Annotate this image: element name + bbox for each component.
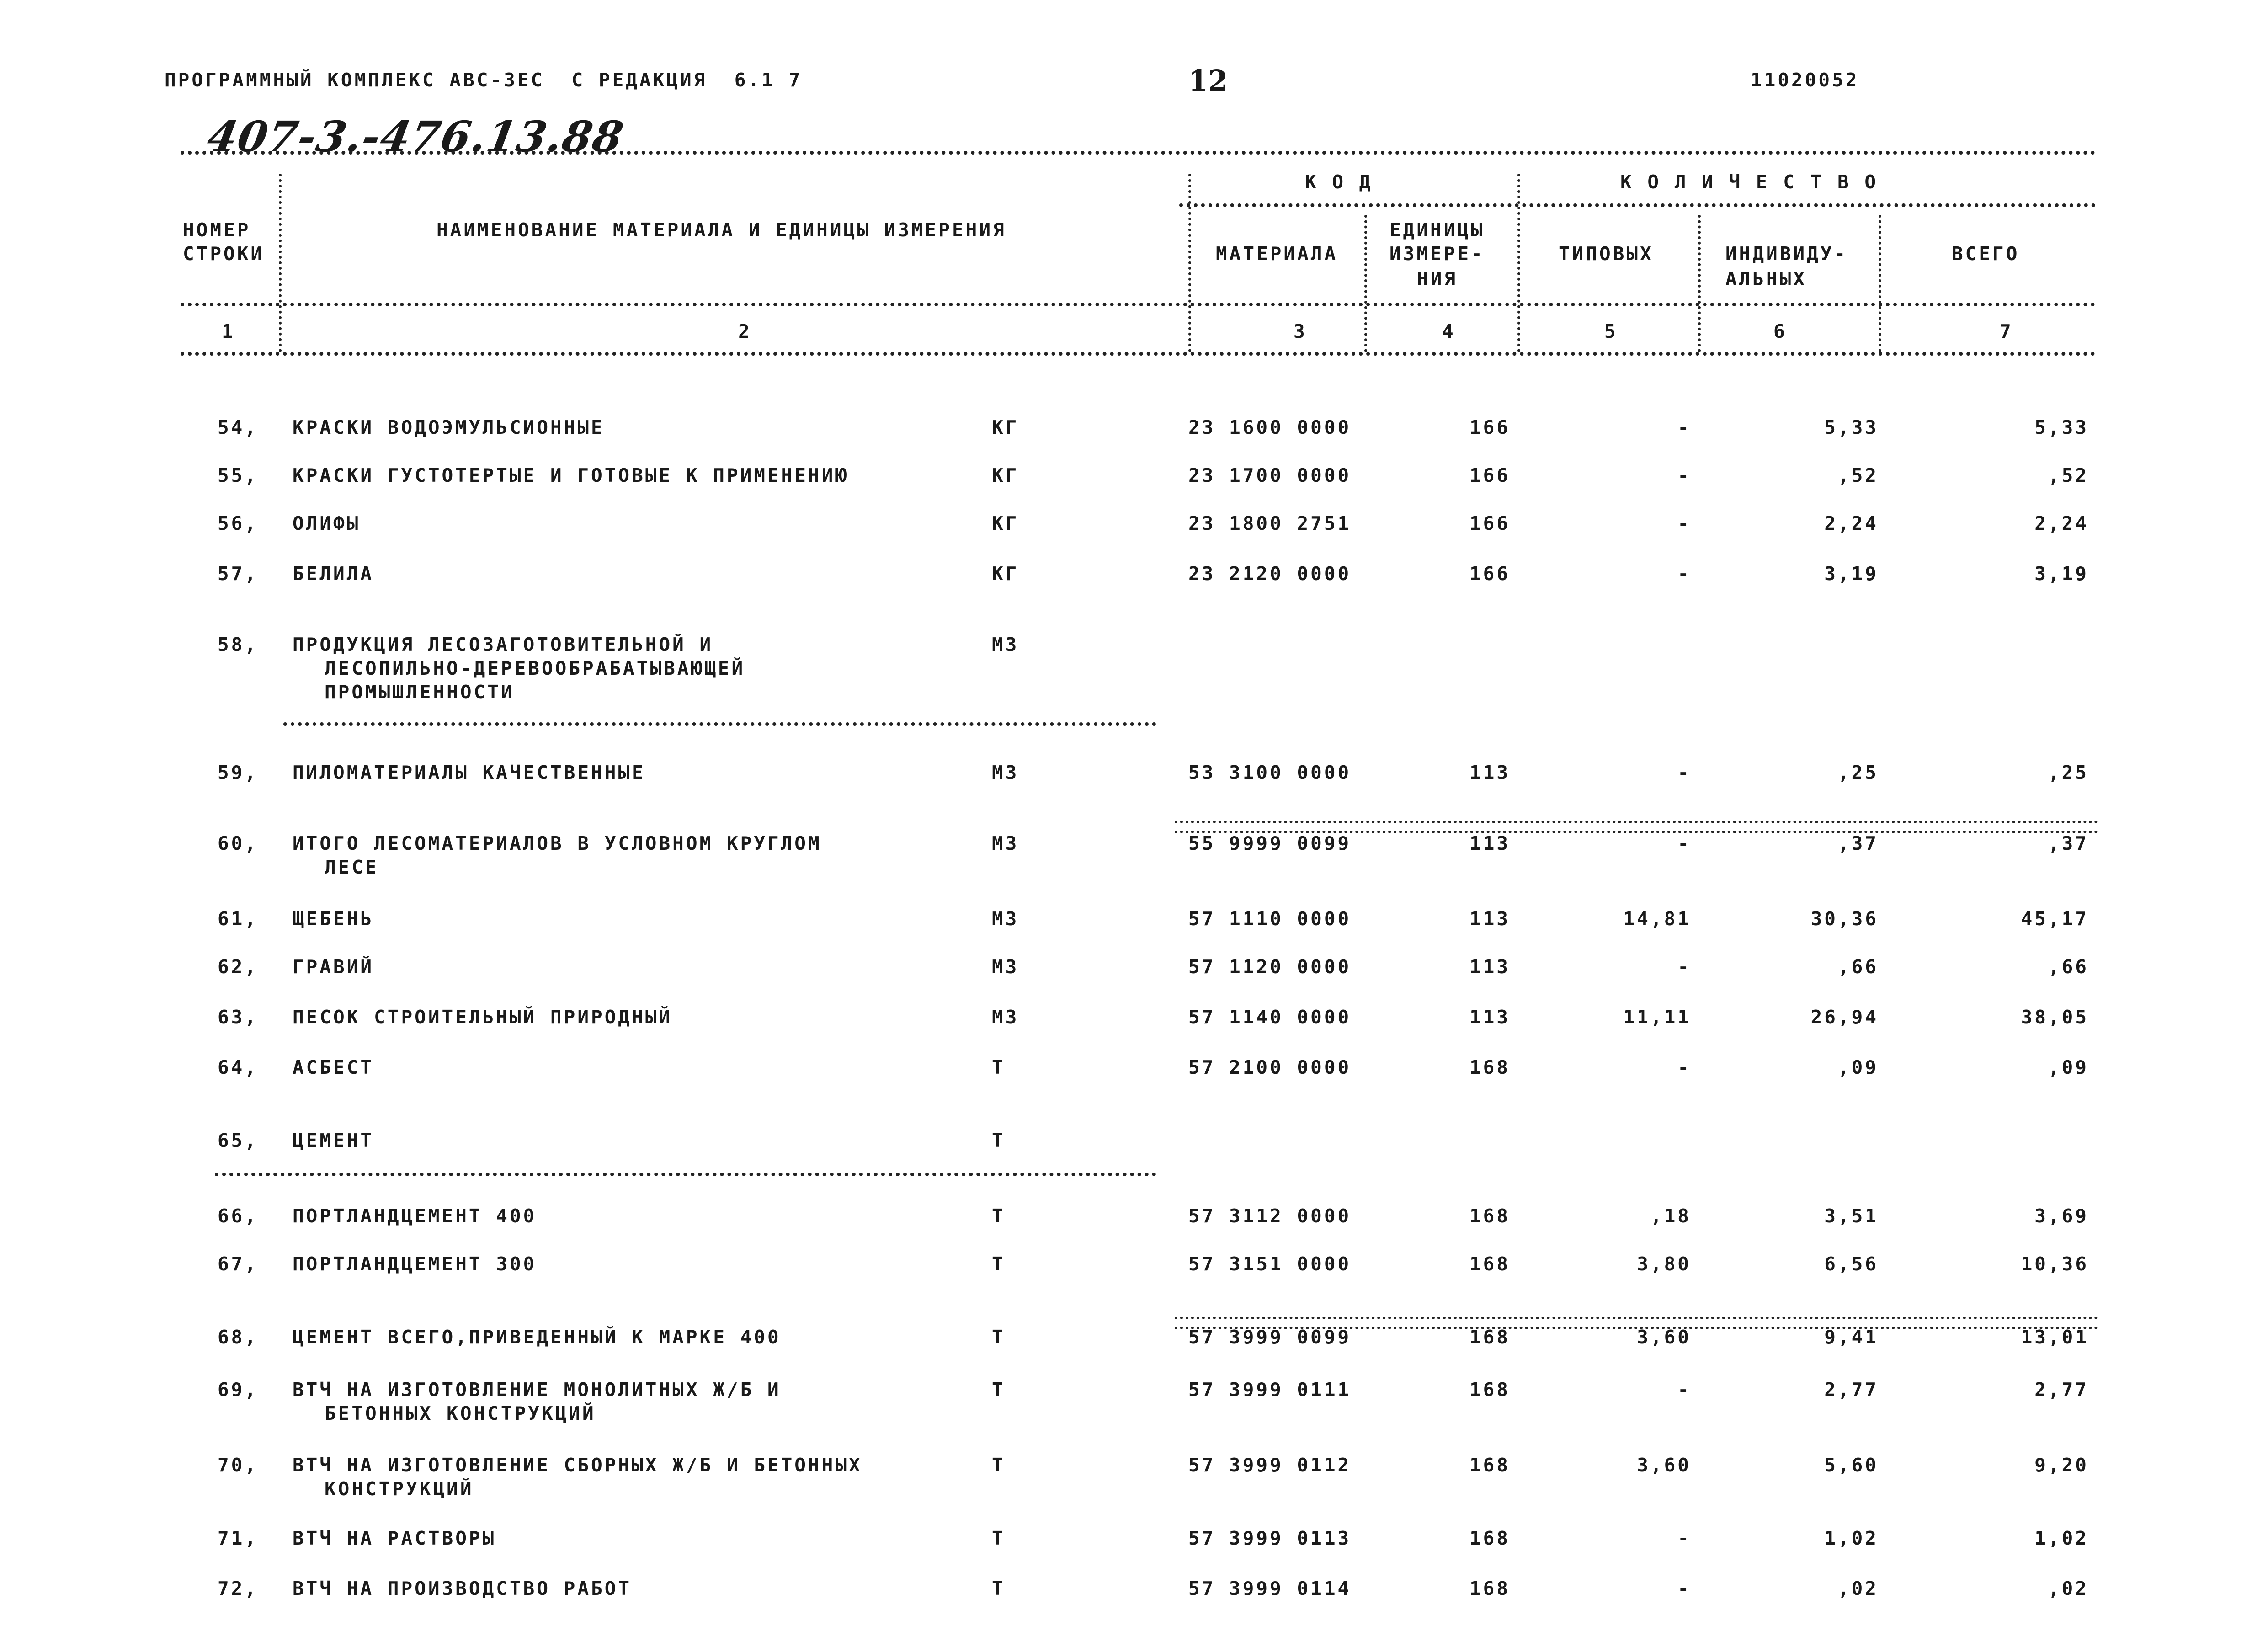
unit-of-measure: Т	[992, 1578, 1006, 1599]
header-unit-line2: ИЗМЕРЕ-	[1390, 243, 1485, 265]
qty-total: 1,02	[2034, 1527, 2089, 1549]
program-line: ПРОГРАММНЫЙ КОМПЛЕКС АВС-ЗЕС С РЕДАКЦИЯ 6.1 7	[165, 69, 803, 91]
header-qty-total: ВСЕГО	[1952, 243, 2020, 265]
material-name: ИТОГО ЛЕСОМАТЕРИАЛОВ В УСЛОВНОМ КРУГЛОМ	[293, 832, 822, 854]
qty-total: 2,77	[2034, 1379, 2089, 1401]
material-code: 57 3999 0114	[1188, 1578, 1352, 1599]
column-separator	[1879, 215, 1881, 352]
qty-typical: 11,11	[1623, 1006, 1691, 1028]
qty-typical: -	[1677, 1578, 1691, 1599]
qty-total: ,37	[2048, 832, 2089, 854]
qty-total: 3,19	[2034, 563, 2089, 585]
qty-individual: ,02	[1837, 1578, 1879, 1599]
material-name-cont: ЛЕСЕ	[325, 856, 379, 878]
row-number: 63,	[217, 1006, 258, 1028]
row-number: 64,	[217, 1056, 258, 1078]
column-separator	[1517, 174, 1520, 352]
unit-of-measure: Т	[992, 1130, 1006, 1151]
material-code: 23 1800 2751	[1188, 512, 1352, 534]
column-number: 3	[1294, 320, 1307, 342]
header-name: НАИМЕНОВАНИЕ МАТЕРИАЛА И ЕДИНИЦЫ ИЗМЕРЕНИЯ	[437, 219, 1006, 241]
document-id: 11020052	[1751, 69, 1859, 91]
qty-individual: 3,51	[1824, 1205, 1879, 1227]
unit-of-measure: М3	[992, 956, 1019, 978]
qty-total: ,52	[2048, 464, 2089, 486]
material-name: ВТЧ НА ИЗГОТОВЛЕНИЕ МОНОЛИТНЫХ Ж/Б И	[293, 1379, 781, 1401]
unit-code: 168	[1469, 1379, 1511, 1401]
row-number: 68,	[217, 1326, 258, 1348]
qty-typical: -	[1677, 416, 1691, 438]
material-name: ВТЧ НА ИЗГОТОВЛЕНИЕ СБОРНЫХ Ж/Б И БЕТОННЫХ	[293, 1454, 862, 1476]
qty-individual: 30,36	[1810, 908, 1879, 930]
header-mid-rule	[1179, 203, 2096, 207]
column-number: 2	[738, 320, 752, 342]
row-number: 62,	[217, 956, 258, 978]
unit-of-measure: КГ	[992, 416, 1019, 438]
unit-of-measure: КГ	[992, 512, 1019, 534]
qty-individual: ,25	[1837, 762, 1879, 784]
qty-total: 10,36	[2021, 1253, 2089, 1275]
qty-typical: -	[1677, 1379, 1691, 1401]
group-rule	[215, 1173, 1156, 1176]
qty-total: 5,33	[2034, 416, 2089, 438]
qty-typical: -	[1677, 1527, 1691, 1549]
material-name: КРАСКИ ГУСТОТЕРТЫЕ И ГОТОВЫЕ К ПРИМЕНЕНИЮ	[293, 464, 849, 486]
unit-code: 113	[1469, 956, 1511, 978]
row-number: 54,	[217, 416, 258, 438]
column-number: 5	[1604, 320, 1618, 342]
unit-of-measure: КГ	[992, 464, 1019, 486]
row-number: 58,	[217, 634, 258, 656]
row-number: 55,	[217, 464, 258, 486]
unit-of-measure: КГ	[992, 563, 1019, 585]
handwritten-code: 407-3.-476.13.88	[203, 112, 628, 161]
unit-of-measure: М3	[992, 908, 1019, 930]
header-top-rule	[181, 151, 2096, 155]
header-code-material: МАТЕРИАЛА	[1216, 243, 1338, 265]
qty-total: 9,20	[2034, 1454, 2089, 1476]
column-separator	[1698, 215, 1701, 352]
unit-code: 113	[1469, 762, 1511, 784]
qty-individual: 9,41	[1824, 1326, 1879, 1348]
unit-code: 113	[1469, 832, 1511, 854]
qty-typical: 3,60	[1637, 1454, 1691, 1476]
qty-typical: -	[1677, 1056, 1691, 1078]
header-qty-individual-line2: АЛЬНЫХ	[1725, 268, 1807, 290]
material-code: 23 1600 0000	[1188, 416, 1352, 438]
unit-code: 166	[1469, 464, 1511, 486]
qty-typical: 3,80	[1637, 1253, 1691, 1275]
material-code: 57 3999 0111	[1188, 1379, 1352, 1401]
unit-of-measure: Т	[992, 1205, 1006, 1227]
material-name: ГРАВИЙ	[293, 956, 374, 978]
qty-individual: ,37	[1837, 832, 1879, 854]
material-code: 23 1700 0000	[1188, 464, 1352, 486]
qty-total: 38,05	[2021, 1006, 2089, 1028]
column-separator	[1188, 174, 1191, 352]
material-name: БЕЛИЛА	[293, 563, 374, 585]
material-name: ЩЕБЕНЬ	[293, 908, 374, 930]
row-number: 61,	[217, 908, 258, 930]
qty-individual: ,66	[1837, 956, 1879, 978]
qty-typical: -	[1677, 512, 1691, 534]
qty-individual: ,09	[1837, 1056, 1879, 1078]
qty-individual: 2,77	[1824, 1379, 1879, 1401]
numbers-bottom-rule	[181, 352, 2096, 356]
unit-code: 166	[1469, 512, 1511, 534]
material-name: АСБЕСТ	[293, 1056, 374, 1078]
material-name: ПЕСОК СТРОИТЕЛЬНЫЙ ПРИРОДНЫЙ	[293, 1006, 673, 1028]
unit-code: 168	[1469, 1578, 1511, 1599]
qty-individual: ,52	[1837, 464, 1879, 486]
row-number: 56,	[217, 512, 258, 534]
header-num-line1: НОМЕР	[183, 219, 251, 241]
unit-code: 168	[1469, 1527, 1511, 1549]
unit-of-measure: Т	[992, 1253, 1006, 1275]
row-number: 65,	[217, 1130, 258, 1151]
unit-code: 168	[1469, 1454, 1511, 1476]
row-number: 72,	[217, 1578, 258, 1599]
unit-of-measure: Т	[992, 1454, 1006, 1476]
header-qty-typical: ТИПОВЫХ	[1559, 243, 1654, 265]
unit-of-measure: Т	[992, 1527, 1006, 1549]
qty-typical: -	[1677, 956, 1691, 978]
qty-individual: 26,94	[1810, 1006, 1879, 1028]
group-rule	[283, 722, 1156, 726]
material-name-cont: ПРОМЫШЛЕННОСТИ	[325, 681, 515, 703]
row-number: 69,	[217, 1379, 258, 1401]
material-name: ПИЛОМАТЕРИАЛЫ КАЧЕСТВЕННЫЕ	[293, 762, 645, 784]
unit-of-measure: М3	[992, 1006, 1019, 1028]
material-name: ЦЕМЕНТ	[293, 1130, 374, 1151]
qty-total: ,09	[2048, 1056, 2089, 1078]
unit-code: 113	[1469, 1006, 1511, 1028]
qty-individual: 6,56	[1824, 1253, 1879, 1275]
material-code: 57 1120 0000	[1188, 956, 1352, 978]
qty-total: 45,17	[2021, 908, 2089, 930]
qty-typical: 3,60	[1637, 1326, 1691, 1348]
material-code: 57 3999 0113	[1188, 1527, 1352, 1549]
row-number: 60,	[217, 832, 258, 854]
qty-total: ,66	[2048, 956, 2089, 978]
material-code: 57 3151 0000	[1188, 1253, 1352, 1275]
qty-total: 13,01	[2021, 1326, 2089, 1348]
row-number: 57,	[217, 563, 258, 585]
unit-of-measure: М3	[992, 634, 1019, 656]
header-unit-line3: НИЯ	[1417, 268, 1458, 290]
unit-of-measure: М3	[992, 832, 1019, 854]
row-number: 67,	[217, 1253, 258, 1275]
material-name: ОЛИФЫ	[293, 512, 361, 534]
total-rule	[1175, 821, 2098, 833]
material-code: 57 3999 0112	[1188, 1454, 1352, 1476]
header-qty-group: К О Л И Ч Е С Т В О	[1620, 171, 1878, 193]
column-number: 4	[1442, 320, 1456, 342]
unit-code: 168	[1469, 1253, 1511, 1275]
row-number: 66,	[217, 1205, 258, 1227]
header-bottom-rule	[181, 303, 2096, 306]
qty-typical: ,18	[1650, 1205, 1691, 1227]
qty-total: 2,24	[2034, 512, 2089, 534]
header-qty-individual-line1: ИНДИВИДУ-	[1725, 243, 1848, 265]
material-name: КРАСКИ ВОДОЭМУЛЬСИОННЫЕ	[293, 416, 605, 438]
qty-total: ,02	[2048, 1578, 2089, 1599]
row-number: 71,	[217, 1527, 258, 1549]
material-name: ВТЧ НА РАСТВОРЫ	[293, 1527, 496, 1549]
qty-total: ,25	[2048, 762, 2089, 784]
material-code: 57 1140 0000	[1188, 1006, 1352, 1028]
unit-code: 113	[1469, 908, 1511, 930]
material-code: 57 3999 0099	[1188, 1326, 1352, 1348]
qty-typical: -	[1677, 832, 1691, 854]
qty-individual: 5,60	[1824, 1454, 1879, 1476]
header-num-line2: СТРОКИ	[183, 243, 265, 265]
material-name: ЦЕМЕНТ ВСЕГО,ПРИВЕДЕННЫЙ К МАРКЕ 400	[293, 1326, 781, 1348]
qty-individual: 3,19	[1824, 563, 1879, 585]
material-code: 23 2120 0000	[1188, 563, 1352, 585]
unit-of-measure: М3	[992, 762, 1019, 784]
material-code: 55 9999 0099	[1188, 832, 1352, 854]
material-name-cont: БЕТОННЫХ КОНСТРУКЦИЙ	[325, 1402, 596, 1424]
unit-of-measure: Т	[992, 1056, 1006, 1078]
qty-total: 3,69	[2034, 1205, 2089, 1227]
material-name: ВТЧ НА ПРОИЗВОДСТВО РАБОТ	[293, 1578, 632, 1599]
column-number: 6	[1773, 320, 1787, 342]
qty-typical: -	[1677, 563, 1691, 585]
material-code: 57 3112 0000	[1188, 1205, 1352, 1227]
material-name: ПОРТЛАНДЦЕМЕНТ 300	[293, 1253, 537, 1275]
material-code: 53 3100 0000	[1188, 762, 1352, 784]
qty-individual: 1,02	[1824, 1527, 1879, 1549]
unit-code: 166	[1469, 416, 1511, 438]
row-number: 70,	[217, 1454, 258, 1476]
qty-typical: -	[1677, 464, 1691, 486]
column-separator	[1364, 215, 1367, 352]
column-number: 1	[222, 320, 235, 342]
material-code: 57 1110 0000	[1188, 908, 1352, 930]
header-code-group: К О Д	[1305, 171, 1373, 193]
column-number: 7	[2000, 320, 2013, 342]
material-name: ПРОДУКЦИЯ ЛЕСОЗАГОТОВИТЕЛЬНОЙ И	[293, 634, 713, 656]
qty-typical: -	[1677, 762, 1691, 784]
qty-individual: 5,33	[1824, 416, 1879, 438]
unit-code: 168	[1469, 1056, 1511, 1078]
header-unit-line1: ЕДИНИЦЫ	[1390, 219, 1485, 241]
material-name-cont: КОНСТРУКЦИЙ	[325, 1478, 474, 1500]
material-name-cont: ЛЕСОПИЛЬНО-ДЕРЕВООБРАБАТЫВАЮЩЕЙ	[325, 657, 745, 679]
material-code: 57 2100 0000	[1188, 1056, 1352, 1078]
material-name: ПОРТЛАНДЦЕМЕНТ 400	[293, 1205, 537, 1227]
qty-typical: 14,81	[1623, 908, 1691, 930]
unit-of-measure: Т	[992, 1379, 1006, 1401]
qty-individual: 2,24	[1824, 512, 1879, 534]
column-separator	[279, 174, 282, 352]
row-number: 59,	[217, 762, 258, 784]
page-number: 12	[1188, 64, 1228, 97]
unit-of-measure: Т	[992, 1326, 1006, 1348]
unit-code: 168	[1469, 1326, 1511, 1348]
unit-code: 166	[1469, 563, 1511, 585]
unit-code: 168	[1469, 1205, 1511, 1227]
